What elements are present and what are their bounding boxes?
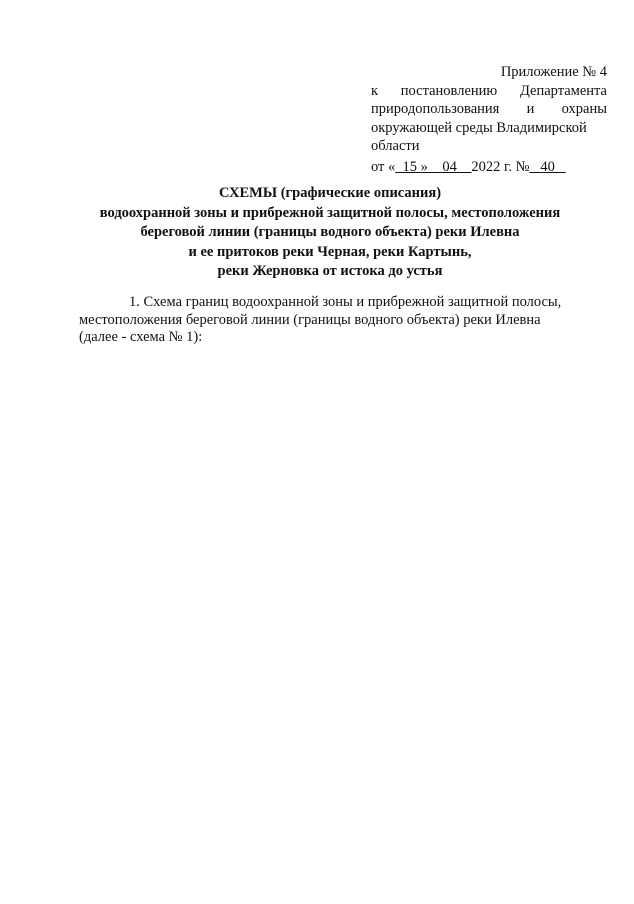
date-year: 2022 г. №: [471, 158, 530, 175]
paragraph-line-3: (далее - схема № 1):: [79, 329, 203, 345]
date-day: 15: [402, 158, 418, 175]
appendix-header: [371, 63, 607, 176]
appendix-nature-word: природопользования: [371, 101, 500, 117]
title-line-5: реки Жерновка от истока до устья: [217, 263, 443, 279]
appendix-and-word: и: [526, 101, 535, 117]
paragraph-line-2: местоположения береговой линии (границы водного объекта) реки Илевна: [79, 311, 541, 328]
appendix-department-word: Департамента: [519, 82, 607, 99]
title-line-2: водоохранной зоны и прибрежной защитной полосы, местоположения: [99, 204, 561, 221]
title-line-3: береговой линии (границы водного объекта) реки Илевна: [140, 224, 520, 240]
date-month: 04: [442, 158, 457, 175]
date-prefix: от «: [371, 158, 396, 175]
appendix-environment-line: окружающей среды Владимирской: [371, 119, 587, 136]
appendix-decree-word: постановлению: [400, 82, 498, 99]
document-number: 40: [540, 158, 555, 175]
appendix-decree-line: [371, 82, 607, 101]
appendix-label: Приложение № 4: [500, 64, 607, 80]
appendix-region-word: области: [371, 138, 420, 154]
appendix-date-line: [371, 158, 607, 177]
scheme-paragraph: [79, 294, 599, 347]
paragraph-line-1: 1. Схема границ водоохранной зоны и прибрежной защитной полосы,: [129, 294, 562, 310]
appendix-to-word: к: [371, 82, 379, 99]
title-line-1: СХЕМЫ (графические описания): [218, 185, 442, 201]
appendix-nature-line: [371, 100, 607, 119]
document-title: [70, 184, 590, 282]
date-day-close: »: [420, 158, 428, 175]
title-line-4: и ее притоков реки Черная, реки Картынь,: [188, 243, 472, 260]
appendix-protection-word: охраны: [561, 101, 607, 117]
